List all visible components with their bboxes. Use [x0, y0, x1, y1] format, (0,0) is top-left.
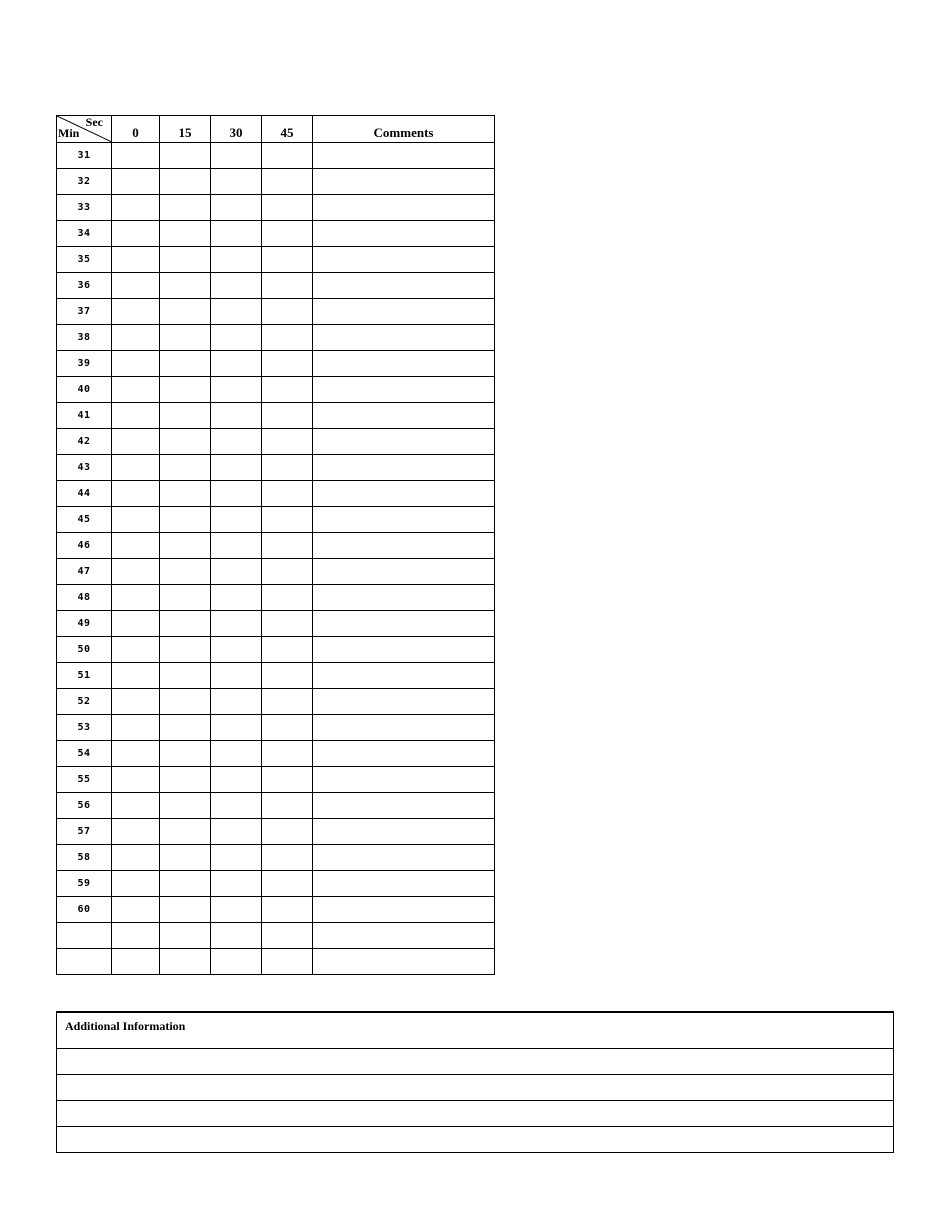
sec-0-cell[interactable] — [112, 325, 160, 351]
sec-0-cell[interactable] — [112, 273, 160, 299]
sec-30-cell[interactable] — [211, 793, 262, 819]
sec-0-cell[interactable] — [112, 611, 160, 637]
sec-0-cell[interactable] — [112, 663, 160, 689]
sec-30-cell[interactable] — [211, 637, 262, 663]
sec-45-cell[interactable] — [262, 819, 313, 845]
table-row — [57, 403, 495, 429]
sec-15-cell[interactable] — [160, 819, 211, 845]
sec-30-cell[interactable] — [211, 247, 262, 273]
sec-15-cell[interactable] — [160, 793, 211, 819]
sec-0-cell[interactable] — [112, 169, 160, 195]
sec-45-cell[interactable] — [262, 403, 313, 429]
sec-45-cell[interactable] — [262, 533, 313, 559]
column-header-15: 15 — [160, 116, 211, 143]
sec-15-cell[interactable] — [160, 403, 211, 429]
table-row — [57, 533, 495, 559]
comments-cell[interactable] — [313, 689, 495, 715]
sec-30-cell[interactable] — [211, 663, 262, 689]
column-header-45: 45 — [262, 116, 313, 143]
table-row — [57, 845, 495, 871]
sec-45-cell[interactable] — [262, 377, 313, 403]
sec-30-cell[interactable] — [211, 273, 262, 299]
sec-45-cell[interactable] — [262, 481, 313, 507]
comments-cell[interactable] — [313, 715, 495, 741]
sec-0-cell[interactable] — [112, 741, 160, 767]
sec-0-cell[interactable] — [112, 793, 160, 819]
minute-second-log-table — [56, 115, 495, 975]
sec-30-cell[interactable] — [211, 689, 262, 715]
minute-cell: 35 — [57, 247, 112, 273]
info-header-row — [57, 1012, 894, 1048]
sec-45-cell[interactable] — [262, 455, 313, 481]
sec-45-cell[interactable] — [262, 845, 313, 871]
table-row — [57, 221, 495, 247]
sec-15-cell[interactable] — [160, 377, 211, 403]
comments-cell[interactable] — [313, 897, 495, 923]
table-row — [57, 793, 495, 819]
sec-0-cell[interactable] — [112, 377, 160, 403]
sec-15-cell[interactable] — [160, 767, 211, 793]
sec-45-cell[interactable] — [262, 429, 313, 455]
sec-0-cell[interactable] — [112, 585, 160, 611]
comments-cell[interactable] — [313, 923, 495, 949]
table-row — [57, 559, 495, 585]
sec-0-cell[interactable] — [112, 767, 160, 793]
minute-cell: 34 — [57, 221, 112, 247]
sec-45-cell[interactable] — [262, 221, 313, 247]
sec-15-cell[interactable] — [160, 897, 211, 923]
table-row — [57, 273, 495, 299]
minute-cell: 39 — [57, 351, 112, 377]
comments-cell[interactable] — [313, 169, 495, 195]
comments-cell[interactable] — [313, 663, 495, 689]
comments-cell[interactable] — [313, 221, 495, 247]
comments-cell[interactable] — [313, 585, 495, 611]
column-header-0: 0 — [112, 116, 160, 143]
comments-cell[interactable] — [313, 559, 495, 585]
sec-15-cell[interactable] — [160, 871, 211, 897]
sec-30-cell[interactable] — [211, 923, 262, 949]
min-label: Min — [58, 126, 80, 140]
sec-30-cell[interactable] — [211, 455, 262, 481]
sec-30-cell[interactable] — [211, 949, 262, 975]
minute-cell: 52 — [57, 689, 112, 715]
sec-15-cell[interactable] — [160, 637, 211, 663]
info-line-row — [57, 1074, 894, 1100]
sec-30-cell[interactable] — [211, 221, 262, 247]
sec-45-cell[interactable] — [262, 143, 313, 169]
sec-30-cell[interactable] — [211, 585, 262, 611]
table-row — [57, 299, 495, 325]
sec-0-cell[interactable] — [112, 403, 160, 429]
minute-cell: 48 — [57, 585, 112, 611]
sec-45-cell[interactable] — [262, 351, 313, 377]
sec-15-cell[interactable] — [160, 429, 211, 455]
sec-15-cell[interactable] — [160, 845, 211, 871]
sec-0-cell[interactable] — [112, 247, 160, 273]
sec-0-cell[interactable] — [112, 455, 160, 481]
sec-45-cell[interactable] — [262, 585, 313, 611]
sec-30-cell[interactable] — [211, 195, 262, 221]
minute-cell: 51 — [57, 663, 112, 689]
sec-0-cell[interactable] — [112, 637, 160, 663]
table-row — [57, 507, 495, 533]
minute-cell: 32 — [57, 169, 112, 195]
table-row — [57, 923, 495, 949]
sec-45-cell[interactable] — [262, 195, 313, 221]
column-header-30: 30 — [211, 116, 262, 143]
sec-30-cell[interactable] — [211, 871, 262, 897]
minute-cell: 60 — [57, 897, 112, 923]
comments-cell[interactable] — [313, 325, 495, 351]
sec-30-cell[interactable] — [211, 169, 262, 195]
sec-45-cell[interactable] — [262, 325, 313, 351]
sec-45-cell[interactable] — [262, 923, 313, 949]
sec-0-cell[interactable] — [112, 923, 160, 949]
sec-30-cell[interactable] — [211, 507, 262, 533]
minute-cell: 42 — [57, 429, 112, 455]
comments-cell[interactable] — [313, 455, 495, 481]
sec-0-cell[interactable] — [112, 689, 160, 715]
table-row — [57, 195, 495, 221]
comments-cell[interactable] — [313, 845, 495, 871]
minute-cell: 59 — [57, 871, 112, 897]
info-line-cell[interactable] — [57, 1126, 894, 1152]
sec-30-cell[interactable] — [211, 429, 262, 455]
sec-30-cell[interactable] — [211, 767, 262, 793]
comments-cell[interactable] — [313, 377, 495, 403]
additional-information-table — [56, 1011, 894, 1153]
minute-cell: 50 — [57, 637, 112, 663]
minute-cell: 57 — [57, 819, 112, 845]
sec-30-cell[interactable] — [211, 403, 262, 429]
comments-cell[interactable] — [313, 299, 495, 325]
sec-0-cell[interactable] — [112, 221, 160, 247]
sec-0-cell[interactable] — [112, 819, 160, 845]
comments-cell[interactable] — [313, 793, 495, 819]
sec-30-cell[interactable] — [211, 715, 262, 741]
sec-15-cell[interactable] — [160, 585, 211, 611]
sec-45-cell[interactable] — [262, 663, 313, 689]
info-line-row — [57, 1048, 894, 1074]
sec-0-cell[interactable] — [112, 143, 160, 169]
sec-0-cell[interactable] — [112, 715, 160, 741]
minute-cell: 36 — [57, 273, 112, 299]
sec-45-cell[interactable] — [262, 949, 313, 975]
info-line-cell[interactable] — [57, 1100, 894, 1126]
sec-0-cell[interactable] — [112, 949, 160, 975]
sec-0-cell[interactable] — [112, 871, 160, 897]
minute-cell: 43 — [57, 455, 112, 481]
comments-cell[interactable] — [313, 533, 495, 559]
minute-cell: 58 — [57, 845, 112, 871]
sec-15-cell[interactable] — [160, 481, 211, 507]
table-row — [57, 377, 495, 403]
sec-15-cell[interactable] — [160, 299, 211, 325]
comments-cell[interactable] — [313, 247, 495, 273]
sec-0-cell[interactable] — [112, 351, 160, 377]
sec-15-cell[interactable] — [160, 221, 211, 247]
comments-cell[interactable] — [313, 949, 495, 975]
sec-15-cell[interactable] — [160, 325, 211, 351]
table-row — [57, 455, 495, 481]
sec-15-cell[interactable] — [160, 195, 211, 221]
comments-cell[interactable] — [313, 195, 495, 221]
sec-45-cell[interactable] — [262, 715, 313, 741]
sec-15-cell[interactable] — [160, 741, 211, 767]
table-row — [57, 247, 495, 273]
sec-45-cell[interactable] — [262, 169, 313, 195]
table-row — [57, 611, 495, 637]
comments-cell[interactable] — [313, 273, 495, 299]
sec-30-cell[interactable] — [211, 897, 262, 923]
minute-cell: 46 — [57, 533, 112, 559]
info-line-cell[interactable] — [57, 1074, 894, 1100]
table-row — [57, 143, 495, 169]
sec-30-cell[interactable] — [211, 481, 262, 507]
minute-cell: 56 — [57, 793, 112, 819]
comments-cell[interactable] — [313, 429, 495, 455]
table-row — [57, 429, 495, 455]
sec-0-cell[interactable] — [112, 533, 160, 559]
comments-cell[interactable] — [313, 741, 495, 767]
sec-15-cell[interactable] — [160, 247, 211, 273]
sec-45-cell[interactable] — [262, 559, 313, 585]
table-row — [57, 949, 495, 975]
comments-cell[interactable] — [313, 611, 495, 637]
info-line-cell[interactable] — [57, 1048, 894, 1074]
table-row — [57, 689, 495, 715]
sec-15-cell[interactable] — [160, 689, 211, 715]
sec-45-cell[interactable] — [262, 689, 313, 715]
sec-15-cell[interactable] — [160, 949, 211, 975]
sec-30-cell[interactable] — [211, 351, 262, 377]
info-line-row — [57, 1100, 894, 1126]
comments-cell[interactable] — [313, 351, 495, 377]
sec-30-cell[interactable] — [211, 845, 262, 871]
sec-0-cell[interactable] — [112, 507, 160, 533]
table-row — [57, 897, 495, 923]
table-row — [57, 663, 495, 689]
table-row — [57, 819, 495, 845]
sec-label: Sec — [85, 115, 103, 129]
sec-45-cell[interactable] — [262, 793, 313, 819]
minute-cell: 33 — [57, 195, 112, 221]
header-row — [57, 116, 495, 143]
sec-30-cell[interactable] — [211, 299, 262, 325]
sec-45-cell[interactable] — [262, 637, 313, 663]
comments-cell[interactable] — [313, 637, 495, 663]
minute-cell — [57, 949, 112, 975]
sec-30-cell[interactable] — [211, 819, 262, 845]
minute-cell: 47 — [57, 559, 112, 585]
sec-0-cell[interactable] — [112, 845, 160, 871]
sec-15-cell[interactable] — [160, 455, 211, 481]
sec-15-cell[interactable] — [160, 351, 211, 377]
comments-cell[interactable] — [313, 819, 495, 845]
sec-15-cell[interactable] — [160, 559, 211, 585]
table-row — [57, 169, 495, 195]
sec-0-cell[interactable] — [112, 481, 160, 507]
sec-45-cell[interactable] — [262, 273, 313, 299]
grid-body — [57, 143, 495, 975]
minute-cell: 31 — [57, 143, 112, 169]
table-row — [57, 767, 495, 793]
sec-30-cell[interactable] — [211, 377, 262, 403]
sec-45-cell[interactable] — [262, 871, 313, 897]
table-row — [57, 585, 495, 611]
sec-45-cell[interactable] — [262, 897, 313, 923]
sec-0-cell[interactable] — [112, 195, 160, 221]
comments-cell[interactable] — [313, 871, 495, 897]
sec-30-cell[interactable] — [211, 741, 262, 767]
table-row — [57, 481, 495, 507]
table-row — [57, 741, 495, 767]
comments-cell[interactable] — [313, 507, 495, 533]
sec-30-cell[interactable] — [211, 143, 262, 169]
comments-cell[interactable] — [313, 767, 495, 793]
sec-30-cell[interactable] — [211, 533, 262, 559]
minute-cell: 41 — [57, 403, 112, 429]
table-row — [57, 351, 495, 377]
sec-30-cell[interactable] — [211, 559, 262, 585]
table-row — [57, 637, 495, 663]
sec-0-cell[interactable] — [112, 429, 160, 455]
info-line-row — [57, 1126, 894, 1152]
sec-0-cell[interactable] — [112, 897, 160, 923]
minute-cell: 49 — [57, 611, 112, 637]
minute-cell — [57, 923, 112, 949]
sec-45-cell[interactable] — [262, 299, 313, 325]
sec-15-cell[interactable] — [160, 143, 211, 169]
sec-15-cell[interactable] — [160, 273, 211, 299]
comments-cell[interactable] — [313, 481, 495, 507]
minute-cell: 44 — [57, 481, 112, 507]
sec-45-cell[interactable] — [262, 507, 313, 533]
corner-header — [57, 116, 112, 143]
minute-cell: 55 — [57, 767, 112, 793]
sec-15-cell[interactable] — [160, 611, 211, 637]
minute-cell: 38 — [57, 325, 112, 351]
sec-30-cell[interactable] — [211, 325, 262, 351]
sec-45-cell[interactable] — [262, 767, 313, 793]
sec-15-cell[interactable] — [160, 533, 211, 559]
sec-45-cell[interactable] — [262, 741, 313, 767]
comments-cell[interactable] — [313, 143, 495, 169]
comments-cell[interactable] — [313, 403, 495, 429]
additional-information-title: Additional Information — [57, 1012, 894, 1048]
minute-cell: 40 — [57, 377, 112, 403]
sec-15-cell[interactable] — [160, 169, 211, 195]
sec-45-cell[interactable] — [262, 247, 313, 273]
table-row — [57, 715, 495, 741]
sec-45-cell[interactable] — [262, 611, 313, 637]
sec-15-cell[interactable] — [160, 507, 211, 533]
minute-cell: 53 — [57, 715, 112, 741]
table-row — [57, 325, 495, 351]
column-header-comments: Comments — [313, 116, 495, 143]
sec-0-cell[interactable] — [112, 299, 160, 325]
sec-30-cell[interactable] — [211, 611, 262, 637]
minute-cell: 37 — [57, 299, 112, 325]
sec-15-cell[interactable] — [160, 663, 211, 689]
sec-15-cell[interactable] — [160, 715, 211, 741]
table-row — [57, 871, 495, 897]
minute-cell: 54 — [57, 741, 112, 767]
sec-0-cell[interactable] — [112, 559, 160, 585]
minute-cell: 45 — [57, 507, 112, 533]
sec-15-cell[interactable] — [160, 923, 211, 949]
